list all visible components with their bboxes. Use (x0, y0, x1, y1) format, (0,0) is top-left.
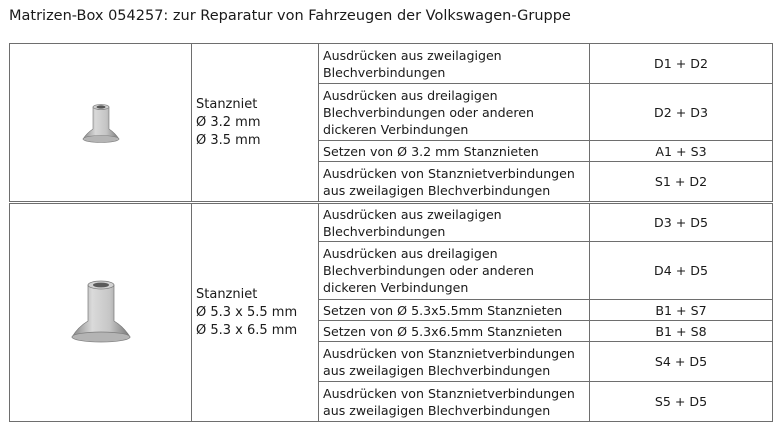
rivet-spec-cell (192, 44, 319, 203)
description-line: aus zweilagigen Blechverbindungen (323, 362, 551, 378)
description-line: aus zweilagigen Blechverbindungen (323, 182, 551, 198)
description-cell (319, 84, 590, 141)
description-line: Ausdrücken von Stanznietverbindungen (323, 165, 575, 181)
page-title: Matrizen-Box 054257: zur Reparatur von Fahrzeugen der Volkswagen-Gruppe (9, 8, 571, 24)
description-line: dickeren Verbindungen (323, 280, 469, 295)
small-rivet-image-cell (10, 44, 192, 203)
large-rivet-image-cell (10, 203, 192, 422)
rivet-name: Stanzniet (196, 286, 258, 302)
description-line: Blechverbindungen (323, 64, 446, 80)
small-rivet-icon (81, 99, 121, 147)
description-cell (319, 44, 590, 84)
die-code-cell: B1 + S8 (590, 321, 773, 342)
description-line: Setzen von Ø 3.2 mm Stanznieten (323, 143, 539, 159)
die-code-cell: D1 + D2 (590, 44, 773, 84)
table-row (10, 203, 773, 242)
description-cell (319, 321, 590, 342)
die-code-cell: S5 + D5 (590, 382, 773, 422)
rivet-size: Ø 3.2 mm (196, 114, 261, 130)
large-rivet-icon (69, 277, 133, 349)
rivet-size: Ø 3.5 mm (196, 132, 261, 148)
die-code-cell: D4 + D5 (590, 242, 773, 300)
description-line: Setzen von Ø 5.3x5.5mm Stanznieten (323, 302, 563, 318)
description-line: Ausdrücken aus zweilagigen (323, 206, 502, 222)
die-code-cell: D2 + D3 (590, 84, 773, 141)
description-line: Ausdrücken aus dreilagigen (323, 246, 498, 261)
die-code-cell: B1 + S7 (590, 300, 773, 321)
description-cell (319, 342, 590, 382)
description-line: dickeren Verbindungen (323, 121, 469, 137)
description-line: Blechverbindungen oder anderen (323, 263, 535, 278)
rivet-size: Ø 5.3 x 5.5 mm (196, 304, 298, 320)
description-line: Setzen von Ø 5.3x6.5mm Stanznieten (323, 323, 563, 339)
description-cell (319, 203, 590, 242)
description-cell (319, 382, 590, 422)
die-code-cell: D3 + D5 (590, 203, 773, 242)
description-line: Blechverbindungen (323, 223, 446, 239)
die-box-table (9, 43, 773, 422)
die-code-cell: S1 + D2 (590, 162, 773, 203)
description-cell (319, 162, 590, 203)
rivet-spec-cell (192, 203, 319, 422)
description-line: aus zweilagigen Blechverbindungen (323, 402, 551, 418)
description-cell (319, 141, 590, 162)
description-line: Blechverbindungen oder anderen (323, 104, 535, 120)
die-code-cell: S4 + D5 (590, 342, 773, 382)
description-line: Ausdrücken von Stanznietverbindungen (323, 385, 575, 401)
description-line: Ausdrücken aus dreilagigen (323, 87, 498, 103)
rivet-size: Ø 5.3 x 6.5 mm (196, 322, 298, 338)
die-code-cell: A1 + S3 (590, 141, 773, 162)
description-cell (319, 242, 590, 300)
description-cell (319, 300, 590, 321)
description-line: Ausdrücken von Stanznietverbindungen (323, 345, 575, 361)
rivet-name: Stanzniet (196, 96, 258, 112)
table-row (10, 44, 773, 84)
description-line: Ausdrücken aus zweilagigen (323, 47, 502, 63)
